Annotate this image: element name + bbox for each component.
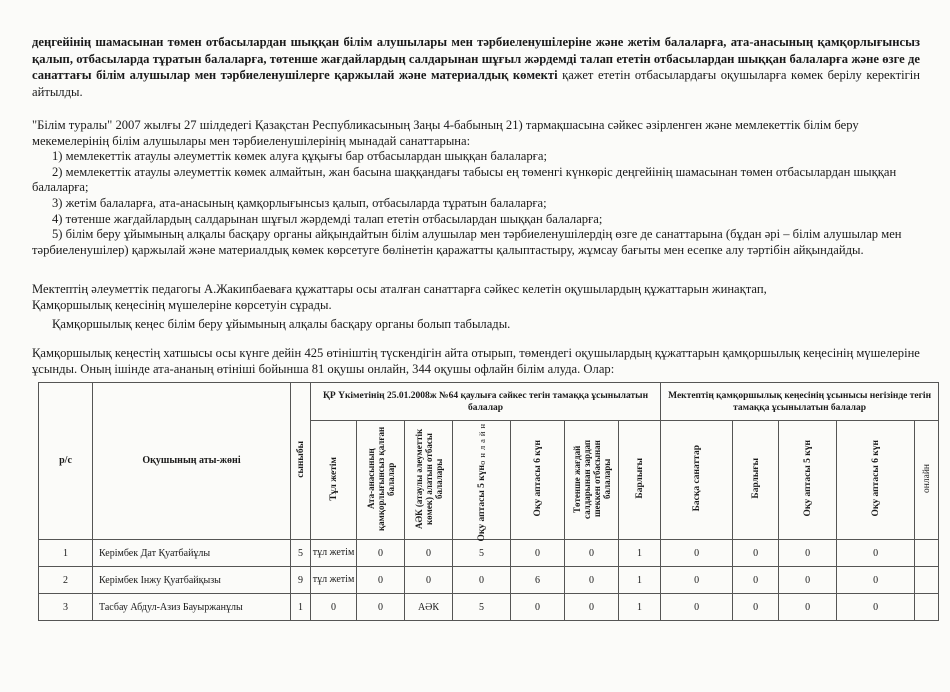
intro-paragraph [32,34,920,100]
intro-bold-text: деңгейінің шамасынан төмен отбасылардан шыққан білім алушылары мен тәрбиеленушілеріне және жетім балаларға, ата-анасының қамқорлығынсыз қалып, отбасыларда тұратын балаларға, төтенше жағдайлардың салдарынан шұғыл жәрдемді талап ететін отбасылардан шыққан балаларға және өзге де санаттағы білім алушылар мен тәрбиеленушілерге қаржылай және материалдық көмекті [32,35,920,83]
header-online: онлайн [915,421,939,540]
students-table [38,382,939,621]
header-grade-text: сыныбы [295,441,306,478]
header-week5b: Оқу аптасы 5 күн [779,421,837,540]
header-group1: ҚР Үкіметінің 25.01.2008ж №64 қаулыға сәйкес тегін тамаққа ұсынылатын балалар [311,383,661,421]
header-name: Оқушының аты-жөні [93,383,291,540]
law-item-4: 4) төтенше жағдайлардың салдарынан шұғыл жәрдемді талап ететін отбасылардан шыққан балаларға; [52,211,603,226]
law-item-5: 5) білім беру ұйымының алқалы басқару органы айқындайтын білім алушылар мен тәрбиеленушілердің өзге де санаттарына (бұдан әрі – білім алушылар мен тәрбиеленушілер) қаржылай және материалдық көмек көрсетуге бөлінетін қаражатты қалыптастыру, жұмсау бағыты мен есепке алу тәртібін айқындайды. [32,227,902,257]
pedagog-line-1: Мектептің әлеуметтік педагогы А.Жакипбаеваға құжаттары осы аталған санаттарға сәйкес келетін оқушылардың құжаттарын жинақтап, [32,282,767,296]
header-other: Басқа санаттар [661,421,733,540]
law-item-2: 2) мемлекеттік атаулы әлеуметтік көмек алмайтын, жан басына шаққандағы табысы ең төменгі күнкөріс деңгейінің шамасынан төмен отбасылардан шыққан балаларға; [32,164,897,195]
header-emergency: Төтенше жағдай салдарынан зардап шеккен отбасынан балалары [565,421,619,540]
header-orphan: Тұл жетім [311,421,357,540]
header-group2: Мектептің қамқоршылық кеңесінің ұсынысы негізінде тегін тамаққа ұсынылатын балалар [661,383,939,421]
header-total: Барлығы [619,421,661,540]
header-week6b: Оқу аптасы 6 күн [837,421,915,540]
header-week6: Оқу аптасы 6 күн [511,421,565,540]
law-item-1: 1) мемлекеттік атаулы әлеуметтік көмек алуға құқығы бар отбасылардан шыққан балаларға; [52,149,547,164]
pedagog-paragraph [32,282,920,333]
header-aak: АӘК (атаулы әлеуметтік көмек) алатын отбасы балалары [405,421,453,540]
header-week5: онлайн Оқу аптасы 5 күн [453,421,511,540]
header-grade [291,383,311,540]
table-row: 3 Тасбау Абдул-Азиз Бауыржанұлы 1 0 0 АӘК 5 0 0 1 0 0 0 0 [39,594,939,621]
header-no-care: Ата-анасының қамқорлығынсыз қалған балалар [357,421,405,540]
intro-normal-text: қажет ететін отбасылардағы оқушыларға көмек берілу керектігін айтылды. [32,68,920,99]
law-lead: "Білім туралы" 2007 жылғы 27 шілдедегі Қазақстан Республикасының Заңы 4-бабының 21) тармақшасына сәйкес әзірленген және мемлекеттік білім беру мекемелерінің білім алушылары мен тәрбиеленушілерінің мынадай санаттарына: [32,118,859,148]
secretary-paragraph: Қамқоршылық кеңестің хатшысы осы күнге дейін 425 өтініштің түскендігін айта отырып, төмендегі оқушылардың құжаттарын қамқоршылық кеңесінің мүшелеріне ұсынды. Оның ішінде ата-ананың өтініші бойынша 81 оқушы онлайн, 344 оқушы офлайн білім алуда. Олар: [32,346,920,376]
law-paragraph [32,118,920,258]
table-row: 1 Керімбек Дат Қуатбайұлы 5 тұл жетім 0 0 5 0 0 1 0 0 0 0 [39,540,939,567]
table-header-row-1 [39,383,939,421]
table-row: 2 Керімбек Інжу Қуатбайқызы 9 тұл жетім 0 0 0 6 0 1 0 0 0 0 [39,567,939,594]
pedagog-line-2: Қамқоршылық кеңесінің мүшелеріне көрсетуін сұрады. [32,297,332,312]
pedagog-line-3: Қамқоршылық кеңес білім беру ұйымының алқалы басқару органы болып табылады. [52,317,511,332]
header-total2: Барлығы [733,421,779,540]
law-item-3: 3) жетім балаларға, ата-анасының қамқорлығынсыз қалып, отбасыларда тұратын балаларға; [52,195,547,210]
header-online-sub: онлайн [476,421,487,465]
header-num: р/с [39,383,93,540]
